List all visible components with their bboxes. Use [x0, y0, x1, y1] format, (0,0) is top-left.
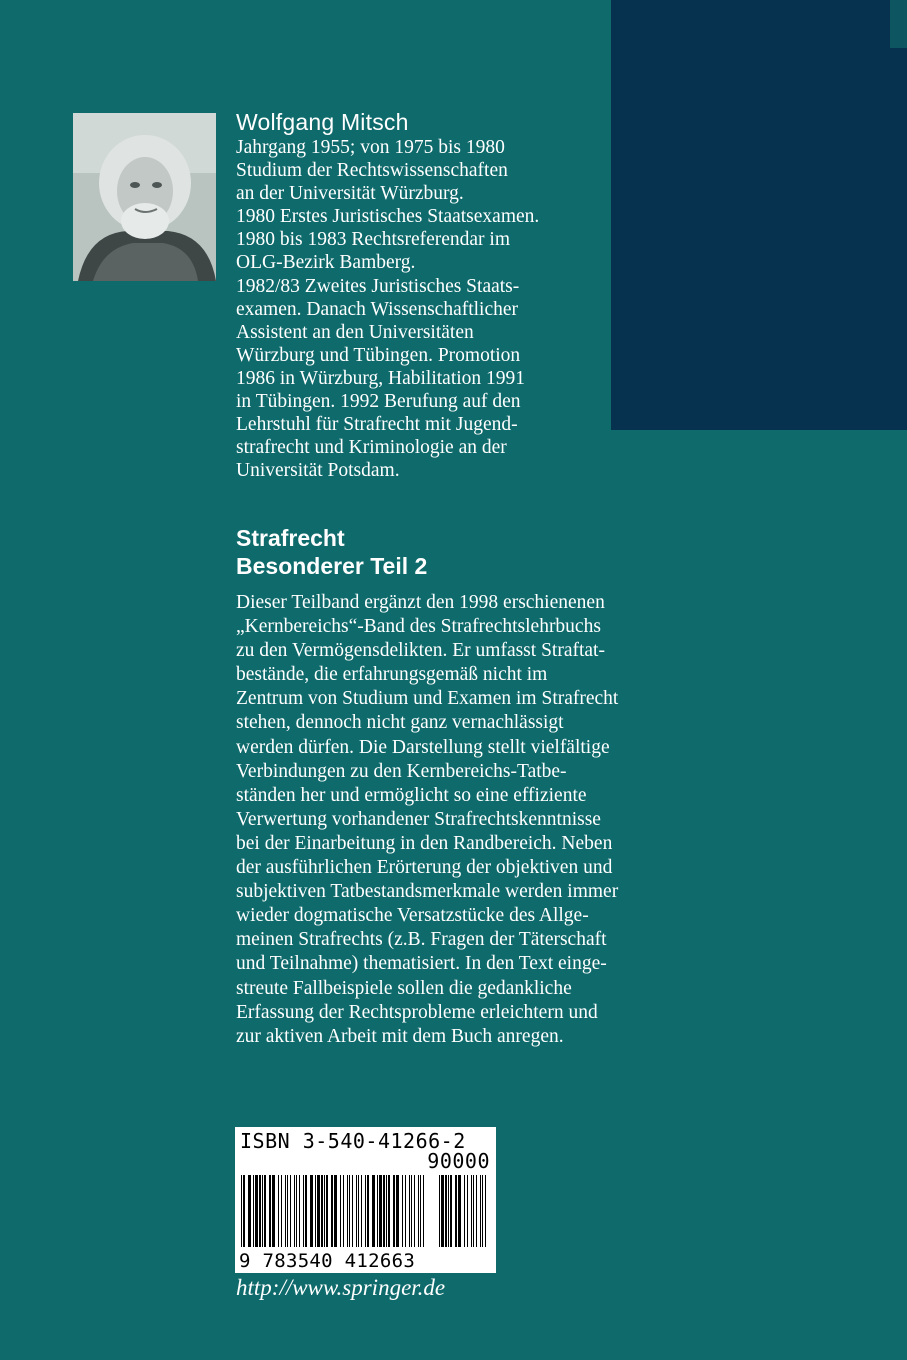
- barcode-bar: [467, 1175, 468, 1247]
- bio-line: Würzburg und Tübingen. Promotion: [236, 344, 521, 366]
- bio-line: in Tübingen. 1992 Berufung auf den: [236, 391, 521, 413]
- barcode-bar: [294, 1175, 295, 1247]
- barcode-bar: [317, 1175, 320, 1247]
- barcode-bar: [241, 1175, 242, 1247]
- barcode-bar: [281, 1175, 282, 1247]
- barcode-bar: [365, 1175, 366, 1247]
- description-line: Dieser Teilband ergänzt den 1998 erschienenen: [236, 592, 605, 613]
- description-line: meinen Strafrechts (z.B. Fragen der Täterschaft: [236, 929, 607, 951]
- book-title-line2: Besonderer Teil 2: [236, 553, 428, 579]
- barcode-bar: [379, 1175, 382, 1247]
- bio-line: Studium der Rechtswissenschaften: [236, 160, 508, 182]
- barcode-bar: [310, 1175, 313, 1247]
- description-line: wieder dogmatische Versatzstücke des Allge-: [236, 905, 589, 927]
- barcode-bar: [450, 1175, 452, 1247]
- barcode-bar: [272, 1175, 275, 1247]
- book-description: [236, 591, 686, 1049]
- barcode-bar: [480, 1175, 481, 1247]
- description-line: zu den Vermögensdelikten. Er umfasst Straftat-: [236, 640, 605, 662]
- barcode-bar: [349, 1175, 350, 1247]
- description-line: der ausführlichen Erörterung der objektiven und: [236, 857, 613, 879]
- barcode-bar: [423, 1175, 424, 1247]
- isbn-text: ISBN 3-540-41266-2: [240, 1129, 466, 1153]
- barcode-bar: [334, 1175, 337, 1247]
- barcode-bar: [445, 1175, 447, 1247]
- barcode-bar: [305, 1175, 307, 1247]
- barcode-bar: [473, 1175, 474, 1247]
- description-line: Zentrum von Studium und Examen im Strafrecht: [236, 688, 619, 710]
- barcode-bar: [358, 1175, 359, 1247]
- barcode-bar: [243, 1175, 245, 1247]
- barcode-bar: [482, 1175, 483, 1247]
- description-line: zur aktiven Arbeit mit dem Buch anregen.: [236, 1025, 564, 1047]
- barcode-bar: [296, 1175, 297, 1247]
- publisher-url[interactable]: http://www.springer.de: [236, 1275, 446, 1300]
- bio-line: 1980 Erstes Juristisches Staatsexamen.: [236, 206, 540, 228]
- author-name: Wolfgang Mitsch: [236, 109, 409, 135]
- ean-digits: 9 783540 412663: [239, 1250, 416, 1272]
- description-line: streute Fallbeispiele sollen die gedankliche: [236, 977, 572, 999]
- barcode-bar: [264, 1175, 266, 1247]
- barcode-bar: [255, 1175, 258, 1247]
- barcode-bar: [352, 1175, 353, 1247]
- description-line: „Kernbereichs“-Band des Strafrechtslehrbuchs: [236, 616, 601, 638]
- bio-line: Lehrstuhl für Strafrecht mit Jugend-: [236, 414, 518, 436]
- dark-corner-block: [611, 0, 907, 430]
- barcode-bar: [315, 1175, 316, 1247]
- barcode-bar: [414, 1175, 415, 1247]
- barcode-bar: [411, 1175, 412, 1247]
- barcode-bar: [361, 1175, 362, 1247]
- description-line: bestände, die erfahrungsgemäß nicht im: [236, 664, 548, 686]
- bio-line: 1986 in Würzburg, Habilitation 1991: [236, 367, 526, 389]
- dark-edge-strip: [890, 0, 907, 48]
- bio-line: examen. Danach Wissenschaftlicher: [236, 298, 519, 320]
- barcode-bar: [471, 1175, 472, 1247]
- barcode-bar: [262, 1175, 263, 1247]
- bio-line: 1982/83 Zweites Juristisches Staats-: [236, 275, 520, 297]
- bio-line: OLG-Bezirk Bamberg.: [236, 252, 416, 274]
- barcode-bar: [476, 1175, 477, 1247]
- barcode-bar: [372, 1175, 375, 1247]
- barcode-bar: [269, 1175, 271, 1247]
- barcode-bar: [448, 1175, 449, 1247]
- author-photo-drawing: [73, 113, 216, 281]
- barcode-bar: [321, 1175, 323, 1247]
- barcode-bar: [377, 1175, 378, 1247]
- barcode-bar: [405, 1175, 406, 1247]
- barcode-bar: [367, 1175, 369, 1247]
- barcode-bar: [290, 1175, 291, 1247]
- bio-line: Assistent an den Universitäten: [236, 321, 474, 343]
- barcode-bar: [347, 1175, 348, 1247]
- barcode-addon-digits: 90000: [427, 1149, 490, 1173]
- bio-line: an der Universität Würzburg.: [236, 183, 464, 205]
- barcode-bar: [259, 1175, 261, 1247]
- description-line: subjektiven Tatbestandsmerkmale werden immer: [236, 881, 619, 903]
- description-line: und Teilnahme) thematisiert. In den Text einge-: [236, 953, 607, 975]
- barcode-bar: [324, 1175, 325, 1247]
- barcode-bar: [278, 1175, 279, 1247]
- barcode-bar: [303, 1175, 304, 1247]
- barcode-bar: [485, 1175, 486, 1247]
- author-bio: [236, 136, 596, 482]
- author-photo: [73, 113, 216, 281]
- barcode-bar: [343, 1175, 344, 1247]
- description-line: werden dürfen. Die Darstellung stellt vielfältige: [236, 736, 610, 758]
- barcode-bar: [455, 1175, 457, 1247]
- barcode-bar: [326, 1175, 328, 1247]
- description-line: Verwertung vorhandener Strafrechtskenntnisse: [236, 808, 601, 830]
- barcode-bar: [393, 1175, 395, 1247]
- barcode-bar: [285, 1175, 286, 1247]
- barcode-bar: [402, 1175, 403, 1247]
- barcode-bar: [441, 1175, 444, 1247]
- barcode-bar: [458, 1175, 461, 1247]
- bio-line: 1980 bis 1983 Rechtsreferendar im: [236, 229, 511, 251]
- barcode-bar: [386, 1175, 387, 1247]
- barcode-bar: [388, 1175, 390, 1247]
- bio-line: Universität Potsdam.: [236, 460, 400, 482]
- barcode-bar: [383, 1175, 385, 1247]
- description-line: stehen, dennoch nicht ganz vernachlässigt: [236, 712, 564, 734]
- description-line: bei der Einarbeitung in den Randbereich. Neben: [236, 832, 613, 854]
- barcode-bar: [420, 1175, 421, 1247]
- description-line: Erfassung der Rechtsprobleme erleichtern und: [236, 1001, 598, 1023]
- barcode-bar: [331, 1175, 333, 1247]
- bio-line: strafrecht und Kriminologie an der: [236, 437, 507, 459]
- description-line: ständen her und ermöglicht so eine effiziente: [236, 784, 587, 806]
- barcode-bar: [340, 1175, 341, 1247]
- book-title: [236, 524, 427, 580]
- barcode-bar: [409, 1175, 410, 1247]
- book-title-line1: Strafrecht: [236, 525, 345, 551]
- barcode-bar: [439, 1175, 440, 1247]
- isbn-barcode: [235, 1127, 496, 1273]
- barcode-bar: [248, 1175, 251, 1247]
- barcode-bars: [239, 1175, 491, 1247]
- barcode-bar: [464, 1175, 465, 1247]
- description-line: Verbindungen zu den Kernbereichs-Tatbe-: [236, 760, 567, 782]
- barcode-bar: [356, 1175, 357, 1247]
- barcode-bar: [253, 1175, 254, 1247]
- barcode-bar: [299, 1175, 300, 1247]
- barcode-bar: [418, 1175, 419, 1247]
- barcode-bar: [287, 1175, 288, 1247]
- barcode-bar: [396, 1175, 399, 1247]
- bio-line: Jahrgang 1955; von 1975 bis 1980: [236, 137, 505, 158]
